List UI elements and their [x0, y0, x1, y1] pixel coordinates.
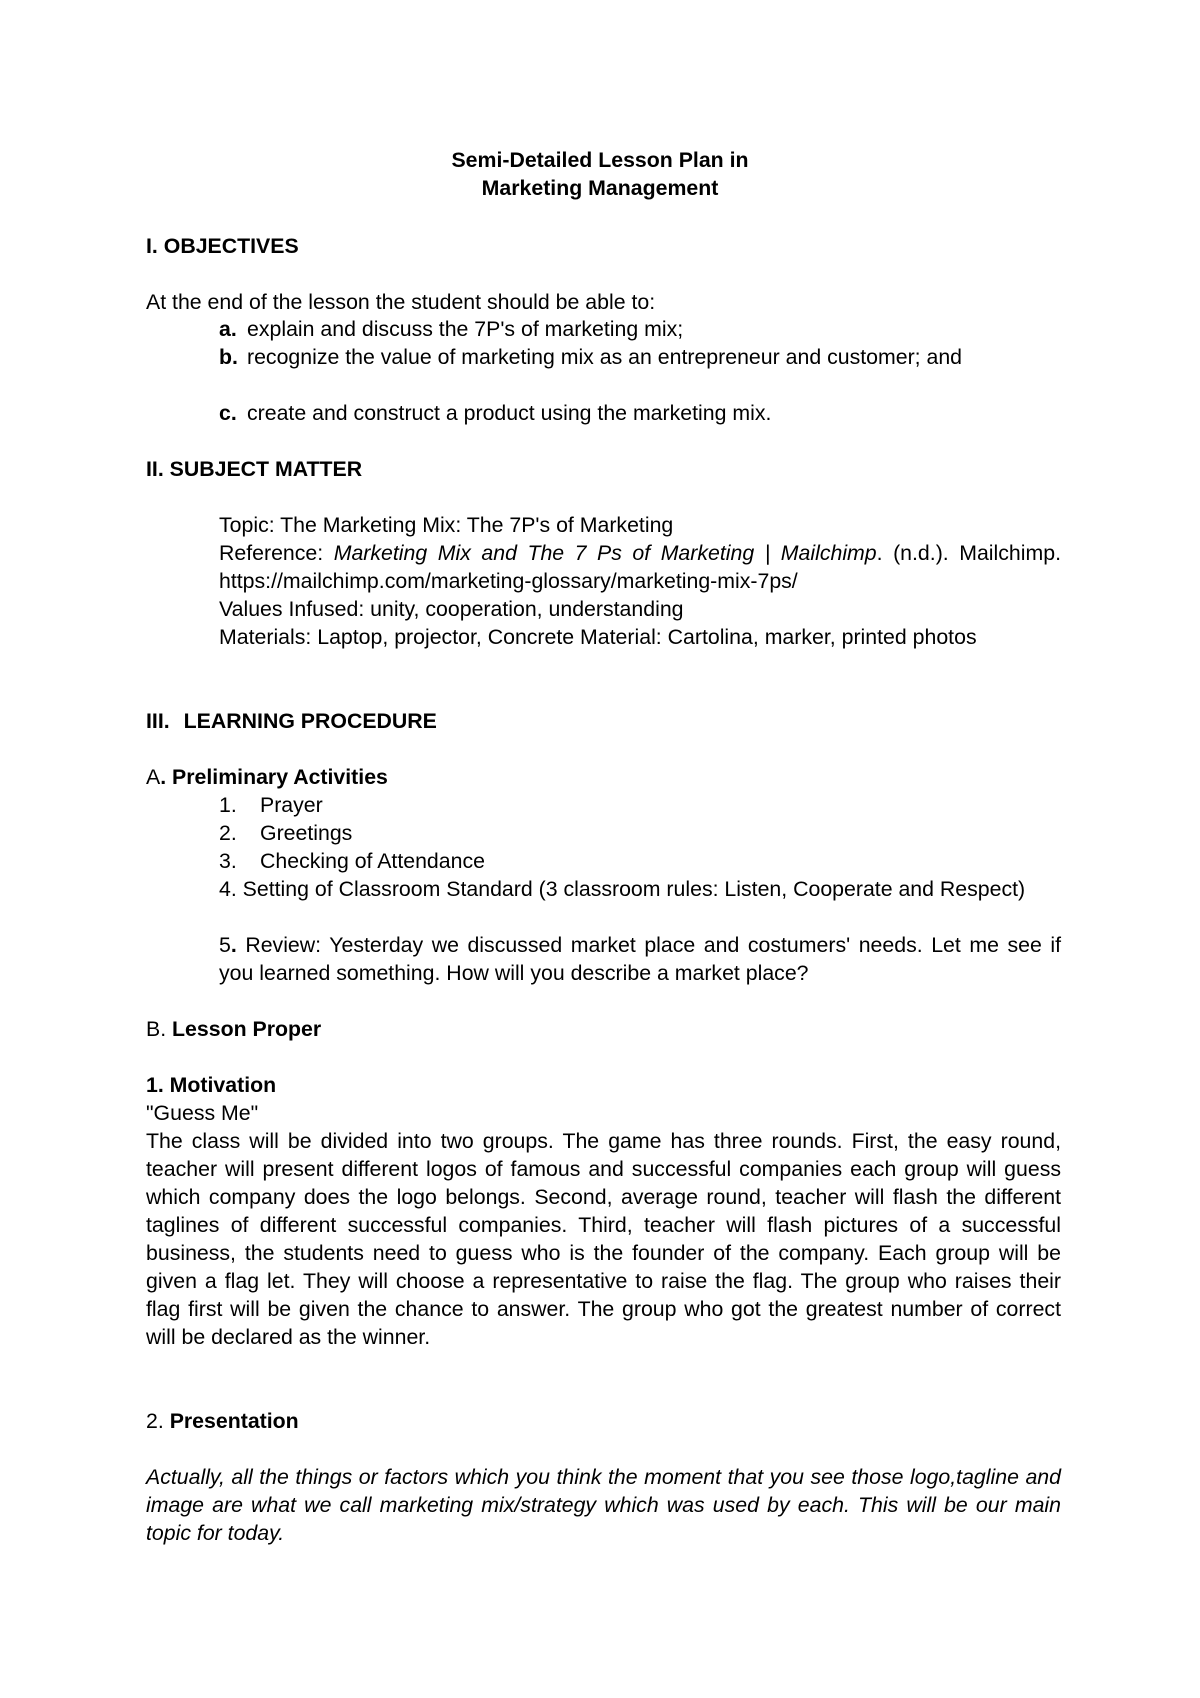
objective-text: explain and discuss the 7P's of marketing mix;	[247, 317, 684, 341]
document-title-line-1: Semi-Detailed Lesson Plan in	[451, 148, 749, 172]
procedure-heading-text: LEARNING PROCEDURE	[183, 709, 437, 733]
preliminary-step-4: 4. Setting of Classroom Standard (3 classroom rules: Listen, Cooperate and Respect)	[219, 877, 1026, 901]
step-text: Prayer	[260, 793, 323, 817]
objective-text: create and construct a product using the marketing mix.	[247, 401, 772, 425]
step5-text: Review: Yesterday we discussed market place and costumers' needs. Let me see if you learned something. How will you describe a market place?	[219, 933, 1061, 985]
lesson-proper-letter: B.	[146, 1017, 167, 1041]
presentation-number: 2.	[146, 1409, 164, 1433]
objective-marker: a.	[219, 317, 237, 341]
objective-marker: c.	[219, 401, 237, 425]
presentation-body: Actually, all the things or factors which you think the moment that you see those logo,tagline and image are what we call marketing mix/strategy which was used by each. This will be our main topic for today.	[146, 1465, 1061, 1545]
subject-materials: Materials: Laptop, projector, Concrete Material: Cartolina, marker, printed photos	[219, 625, 977, 649]
step-text: Checking of Attendance	[260, 849, 485, 873]
step5-number: 5	[219, 933, 231, 957]
reference-title: Marketing Mix and The 7 Ps of Marketing | Mailchimp	[333, 541, 877, 565]
preliminary-activities-heading	[146, 763, 388, 791]
objective-text: recognize the value of marketing mix as an entrepreneur and customer; and	[247, 345, 963, 369]
subject-values: Values Infused: unity, cooperation, understanding	[219, 597, 684, 621]
procedure-heading-number: III.	[146, 709, 170, 733]
preliminary-letter: A	[146, 765, 161, 789]
lesson-proper-heading	[146, 1015, 321, 1043]
subject-matter-heading: II. SUBJECT MATTER	[146, 457, 363, 481]
motivation-body: The class will be divided into two groups. The game has three rounds. First, the easy round, teacher will present different logos of famous and successful companies each group will guess which company does the logo belongs. Second, average round, teacher will flash the different taglines of different successful companies. Third, teacher will flash pictures of a successful business, the students need to guess who is the founder of the company. Each group will be given a flag let. They will choose a representative to raise the flag. The group who raises their flag first will be given the chance to answer. The group who got the greatest number of correct will be declared as the winner.	[146, 1129, 1061, 1349]
step-marker: 2.	[219, 821, 237, 845]
reference-label: Reference:	[219, 541, 324, 565]
preliminary-title: . Preliminary Activities	[160, 765, 388, 789]
motivation-game-name: "Guess Me"	[146, 1101, 259, 1125]
lesson-proper-title: Lesson Proper	[172, 1017, 322, 1041]
motivation-heading: 1. Motivation	[146, 1073, 277, 1097]
subject-reference	[219, 539, 1061, 595]
procedure-heading	[146, 707, 437, 735]
preliminary-step-5	[219, 931, 1061, 987]
step-marker: 1.	[219, 793, 237, 817]
subject-topic: Topic: The Marketing Mix: The 7P's of Marketing	[219, 513, 674, 537]
objectives-heading: I. OBJECTIVES	[146, 234, 299, 258]
presentation-title: Presentation	[169, 1409, 299, 1433]
step5-dot: .	[230, 933, 237, 957]
reference-rest: . (n.d.). Mailchimp. https://mailchimp.com/marketing-glossary/marketing-mix-7ps/	[219, 541, 1061, 593]
document-title-line-2: Marketing Management	[481, 176, 719, 200]
objectives-intro: At the end of the lesson the student should be able to:	[146, 290, 656, 314]
objective-marker: b.	[219, 345, 238, 369]
step-text: Greetings	[260, 821, 353, 845]
presentation-heading	[146, 1407, 299, 1435]
step-marker: 3.	[219, 849, 237, 873]
